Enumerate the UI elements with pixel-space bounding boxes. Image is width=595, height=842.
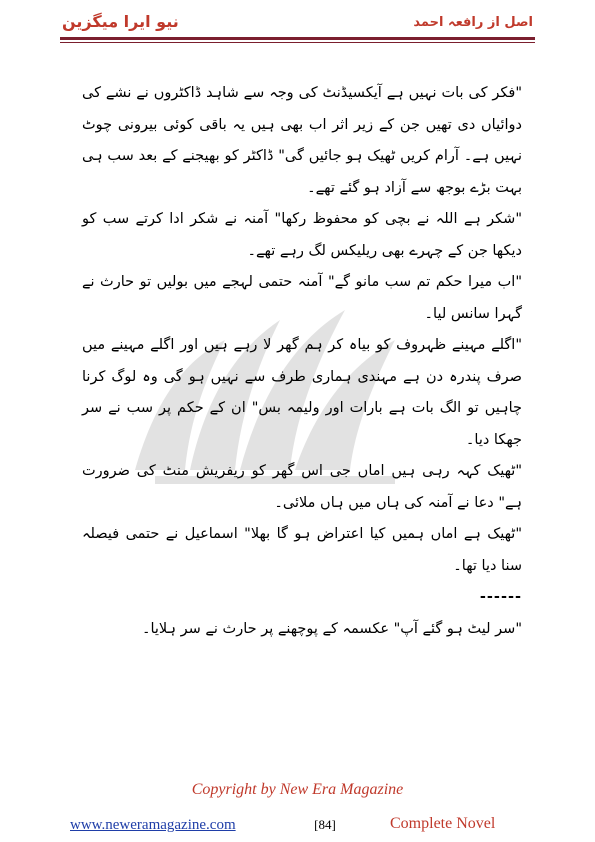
paragraph: "اب میرا حکم تم سب مانو گے" آمنہ حتمی لہجے میں بولیں تو حارث نے گہرا سانس لیا۔ — [82, 274, 522, 322]
story-title: اصل از رافعہ احمد — [413, 15, 533, 30]
section-separator: ------ — [479, 589, 522, 605]
novel-type-label: Complete Novel — [390, 815, 496, 832]
paragraph: "فکر کی بات نہیں ہے آیکسیڈنٹ کی وجہ سے شاہد ڈاکٹروں نے نشے کی دوائیاں دی تھیں جن کے زیر اثر اب بھی ہیں یہ باقی کوئی بیرونی چوٹ نہیں ہے۔ آرام کریں ٹھیک ہو جائیں گی" ڈاکٹر کو بھیجنے کے بعد سب ہی بہت بڑے بوجھ سے آزاد ہو گئے تھے۔ — [82, 85, 522, 196]
page-number: [84] — [314, 817, 336, 832]
paragraph: "ٹھیک کہہ رہی ہیں اماں جی اس گھر کو ریفریش منٹ کی ضرورت ہے" دعا نے آمنہ کی ہاں میں ہاں ملائی۔ — [82, 463, 522, 511]
website-link[interactable]: www.neweramagazine.com — [70, 817, 236, 833]
magazine-name: نیو ایرا میگزین — [62, 12, 179, 31]
paragraph: "ٹھیک ہے اماں ہمیں کیا اعتراض ہو گا بھلا" اسماعیل نے حتمی فیصلہ سنا دیا تھا۔ — [82, 526, 522, 574]
story-body — [82, 78, 522, 645]
copyright-line: Copyright by New Era Magazine — [191, 781, 404, 798]
header-rule-thin — [60, 42, 535, 43]
paragraph: "سر لیٹ ہو گئے آپ" عکسمہ کے پوچھنے پر حارث نے سر ہلایا۔ — [141, 620, 522, 637]
paragraph: "اگلے مہینے ظہروف کو بیاہ کر ہم گھر لا رہے ہیں اور اگلے مہینے میں صرف پندرہ دن ہے مہندی ہماری طرف سے نہیں ہو گی وہ لوگ کرنا چاہیں تو الگ بات ہے بارات اور ولیمہ بس" ان کے حکم پر سب نے سر جھکا دیا۔ — [82, 337, 522, 448]
paragraph: "شکر ہے اللہ نے بچی کو محفوظ رکھا" آمنہ نے شکر ادا کرتے سب کو دیکھا جن کے چہرے بھی ریلیکس لگ رہے تھے۔ — [82, 211, 522, 259]
header-rule-thick — [60, 37, 535, 40]
